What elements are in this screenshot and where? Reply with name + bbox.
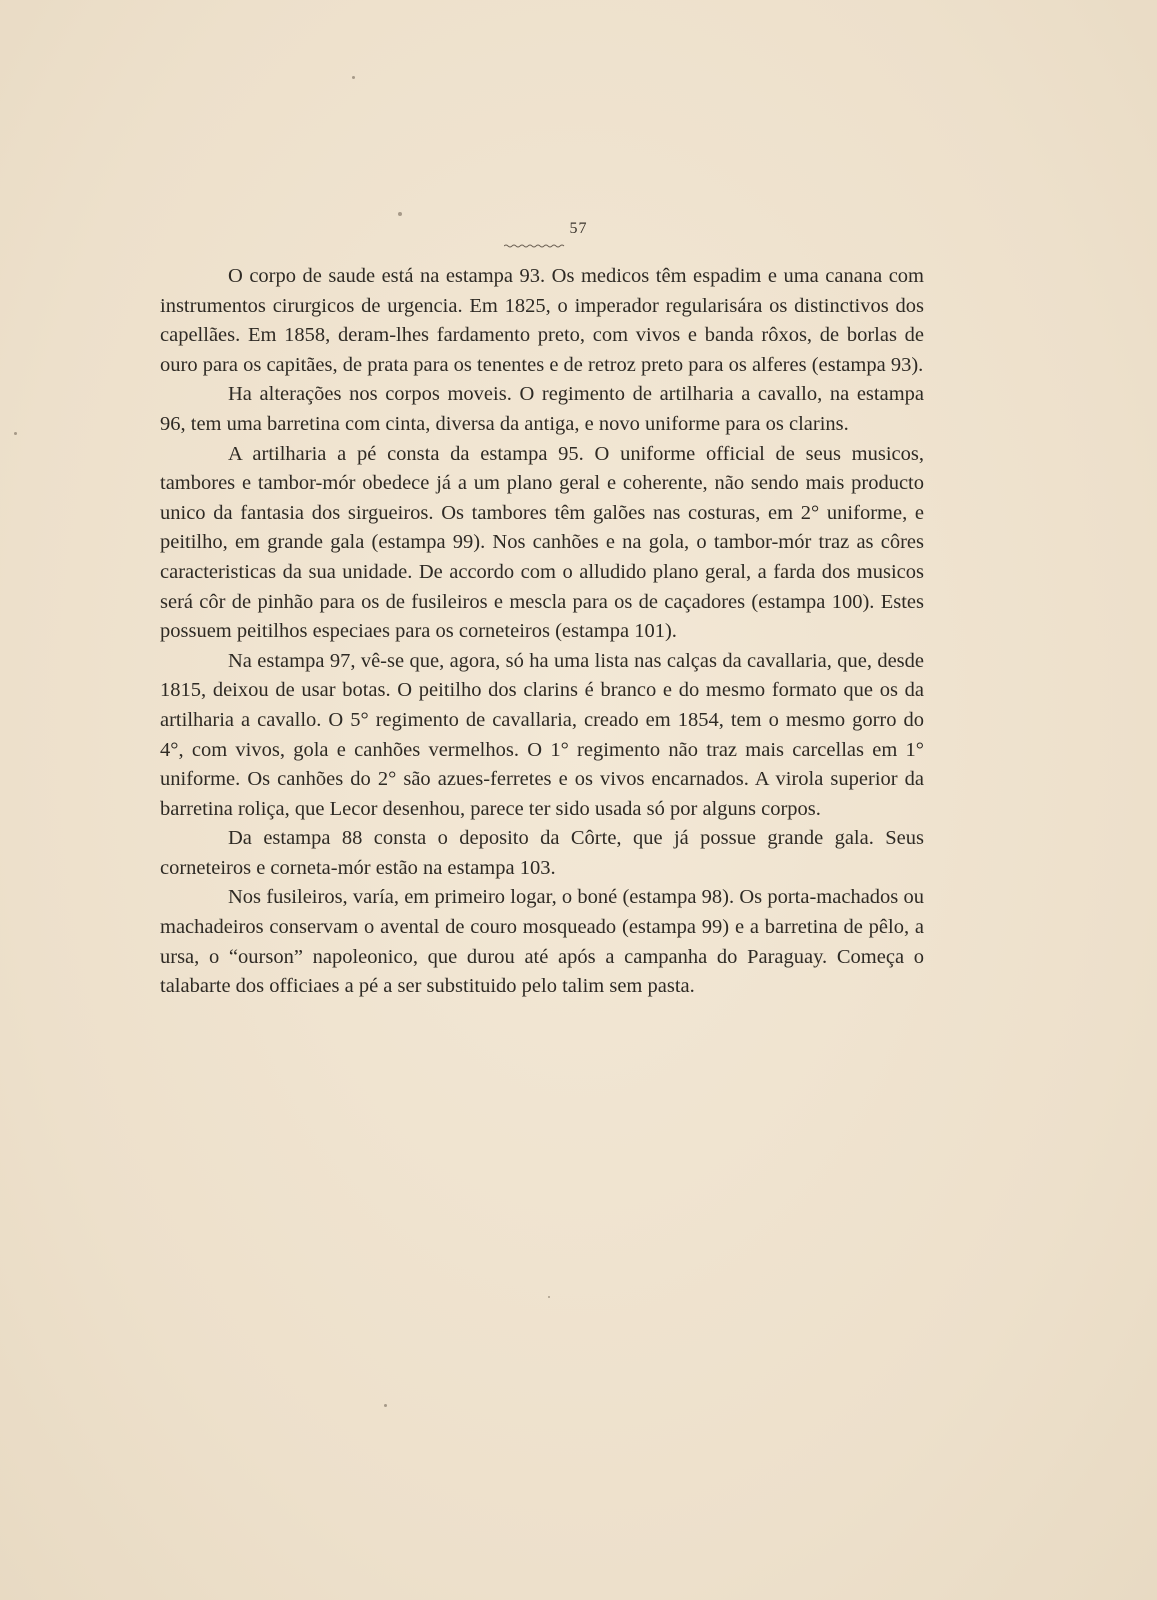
paragraph-artilharia-a-pe: A artilharia a pé consta da estampa 95. O uniforme official de seus musicos, tambores e tambor-mór obedece já a um plano geral e coherente, não sendo mais producto unico da fantasia dos sirgueiros. Os tambores têm galões nas costuras, em 2° uniforme, e peitilho, em grande gala (estampa 99). Nos canhões e na gola, o tambor-mór traz as côres caracteristicas da sua unidade. De accordo com o alludido plano geral, a farda dos musicos será côr de pinhão para os de fusileiros e mescla para os de caçadores (estampa 100). Estes possuem peitilhos especiaes para os corneteiros (estampa 101). <box>160 442 924 643</box>
paragraph-corpos-moveis: Ha alterações nos corpos moveis. O regimento de artilharia a cavallo, na estampa 96, tem uma barretina com cinta, diversa da antiga, e novo uniforme para os clarins. <box>160 383 924 435</box>
paper-speck <box>14 432 17 435</box>
paper-speck <box>352 76 355 79</box>
paper-speck <box>548 1296 550 1298</box>
paragraph-fusileiros: Nos fusileiros, varía, em primeiro logar, o boné (estampa 98). Os porta-machados ou machadeiros conservam o avental de couro mosqueado (estampa 99) e a barretina de pêlo, a ursa, o “ourson” napoleonico, que durou até após a campanha do Paraguay. Começa o talabarte dos officiaes a pé a ser substituido pelo talim sem pasta. <box>160 886 924 998</box>
page-number-ornament <box>504 244 566 248</box>
page-number: 57 <box>569 220 588 237</box>
paragraph-cavallaria: Na estampa 97, vê-se que, agora, só ha uma lista nas calças da cavallaria, que, desde 1815, deixou de usar botas. O peitilho dos clarins é branco e do mesmo formato que os da artilharia a cavallo. O 5° regimento de cavallaria, creado em 1854, tem o mesmo gorro do 4°, com vivos, gola e canhões vermelhos. O 1° regimento não traz mais carcellas em 1° uniforme. Os canhões do 2° são azues-ferretes e os vivos encarnados. A virola superior da barretina roliça, que Lecor desenhou, parece ter sido usada só por alguns corpos. <box>160 649 924 820</box>
paper-speck <box>384 1404 387 1407</box>
paper-speck <box>398 212 402 216</box>
paragraph-deposito-da-corte: Da estampa 88 consta o deposito da Côrte, que já possue grande gala. Seus corneteiros e corneta-mór estão na estampa 103. <box>160 827 924 879</box>
paragraph-corpo-de-saude: O corpo de saude está na estampa 93. Os medicos têm espadim e uma canana com instrumentos cirurgicos de urgencia. Em 1825, o imperador regularisára os distinctivos dos capellães. Em 1858, deram-lhes fardamento preto, com vivos e banda rôxos, de borlas de ouro para os capitães, de prata para os tenentes e de retroz preto para os alferes (estampa 93). <box>160 265 924 376</box>
body-text <box>160 262 924 1002</box>
